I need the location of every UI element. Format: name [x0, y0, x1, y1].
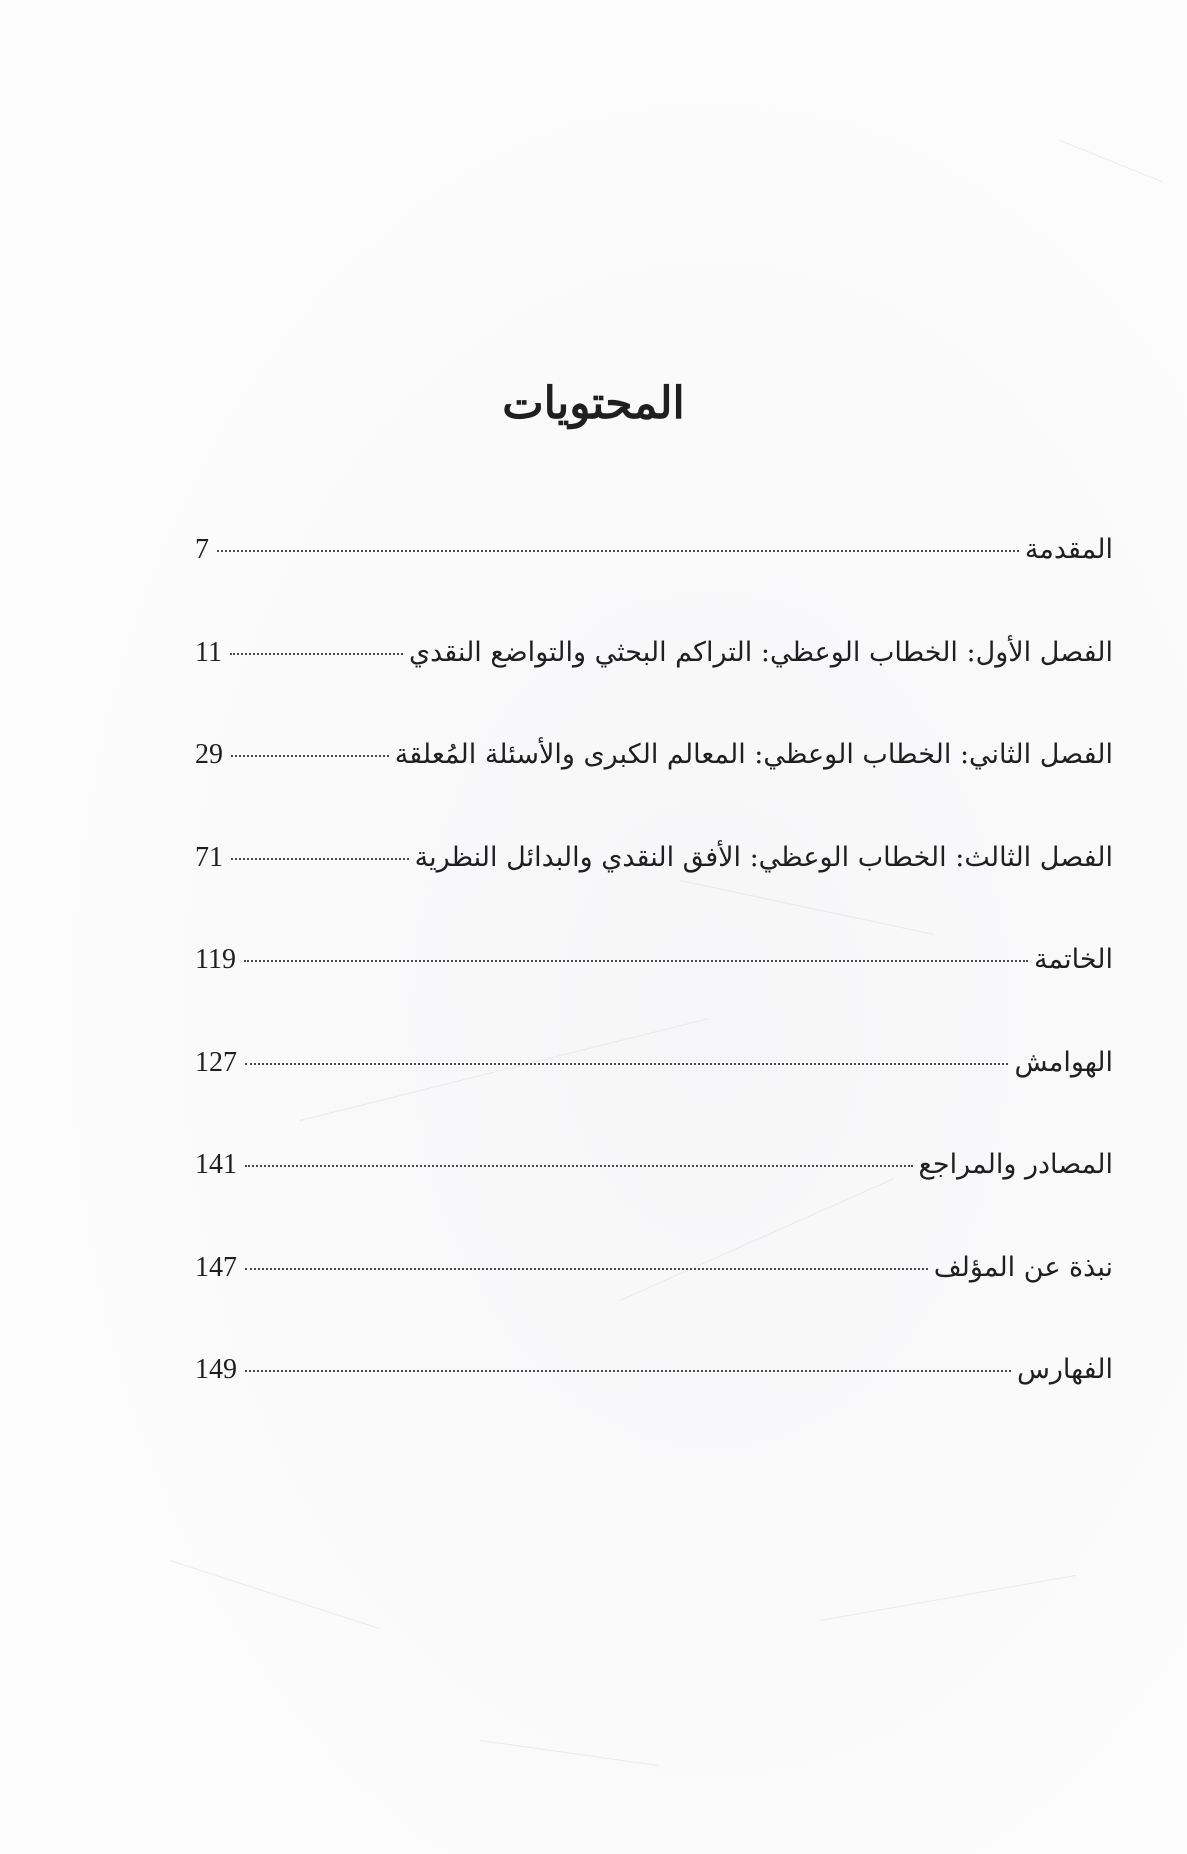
paper-fiber [480, 1740, 658, 1766]
toc-entry-page: 127 [195, 1046, 237, 1078]
toc-entry[interactable] [195, 1135, 1113, 1238]
dot-leader [231, 755, 389, 757]
toc-entry-label: الفصل الأول: الخطاب الوعظي: التراكم البحثي والتواضع النقدي [408, 636, 1113, 668]
toc-entry-label: الهوامش [1014, 1046, 1113, 1078]
dot-leader [244, 960, 1028, 962]
dot-leader [245, 1165, 913, 1167]
toc-entry-label: الفصل الثالث: الخطاب الوعظي: الأفق النقدي والبدائل النظرية [414, 841, 1113, 873]
paper-fiber [1060, 140, 1162, 182]
toc-entry-label: المصادر والمراجع [918, 1149, 1113, 1180]
dot-leader [231, 858, 409, 860]
toc-entry-label: الخاتمة [1034, 944, 1113, 975]
paper-fiber [170, 1560, 380, 1629]
dot-leader [230, 653, 403, 655]
paper-fiber [820, 1575, 1076, 1621]
toc-entry[interactable] [195, 520, 1113, 623]
toc-entry-label: الفهارس [1016, 1354, 1113, 1385]
toc-entry-page: 149 [195, 1354, 237, 1385]
dot-leader [217, 550, 1019, 552]
toc-entry[interactable] [195, 1238, 1113, 1341]
toc-list [195, 520, 1113, 1443]
toc-entry-page: 11 [195, 636, 222, 668]
toc-entry-page: 147 [195, 1251, 237, 1283]
toc-entry[interactable] [195, 1340, 1113, 1443]
toc-entry-page: 119 [195, 944, 236, 975]
toc-entry[interactable] [195, 1033, 1113, 1136]
toc-entry-page: 141 [195, 1149, 237, 1180]
toc-entry-page: 71 [195, 841, 223, 873]
toc-entry-label: الفصل الثاني: الخطاب الوعظي: المعالم الكبرى والأسئلة المُعلقة [394, 739, 1113, 770]
dot-leader [245, 1370, 1011, 1372]
toc-entry[interactable] [195, 930, 1113, 1033]
toc-entry-page: 29 [195, 739, 223, 770]
toc-entry-label: المقدمة [1024, 534, 1113, 565]
toc-title: المحتويات [502, 378, 685, 429]
toc-entry[interactable] [195, 725, 1113, 828]
dot-leader [245, 1063, 1008, 1065]
toc-entry[interactable] [195, 828, 1113, 931]
toc-entry[interactable] [195, 623, 1113, 726]
dot-leader [245, 1268, 928, 1270]
toc-entry-label: نبذة عن المؤلف [933, 1251, 1113, 1283]
toc-entry-page: 7 [195, 534, 209, 565]
